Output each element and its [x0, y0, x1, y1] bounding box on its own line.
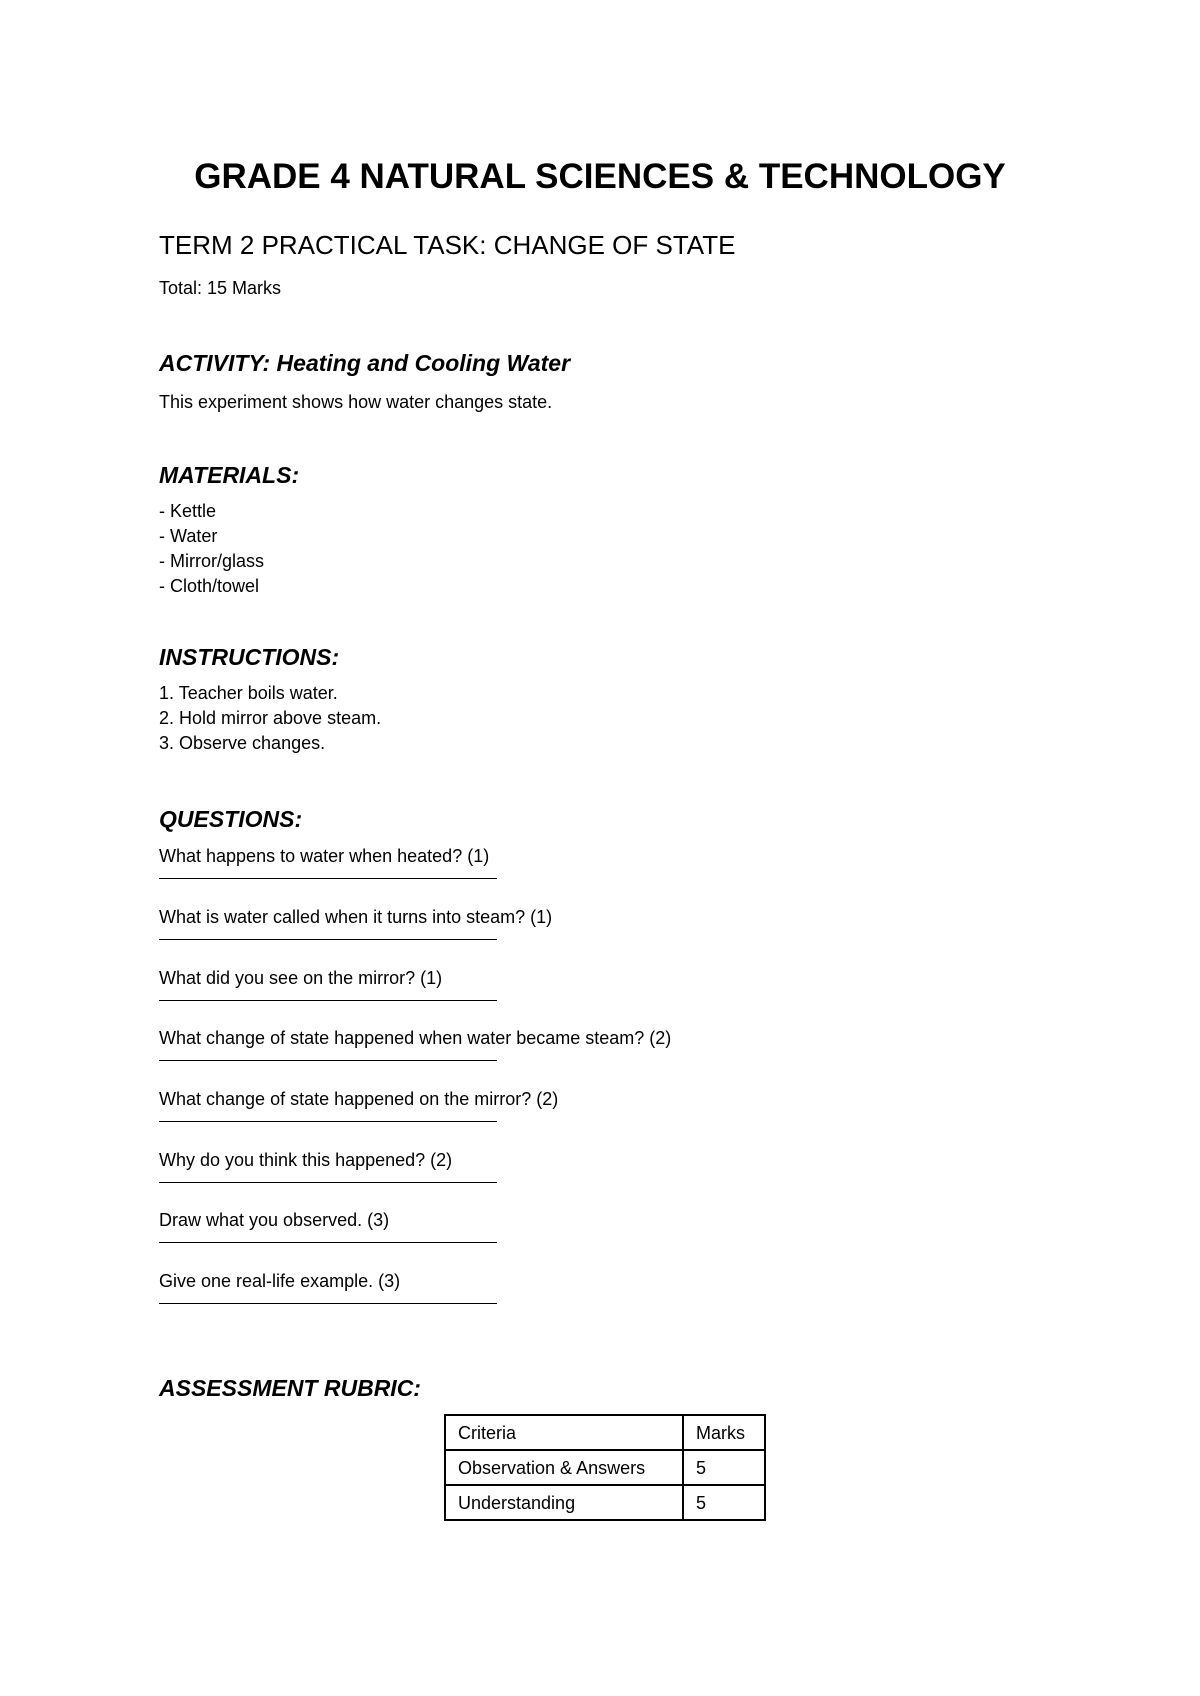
materials-item: - Water: [159, 526, 218, 546]
instruction-step: 1. Teacher boils water.: [159, 683, 338, 703]
activity-description: This experiment shows how water changes state.: [159, 392, 553, 412]
rubric-row: [445, 1450, 765, 1485]
answer-line[interactable]: [159, 1303, 497, 1304]
question-item: [159, 1027, 672, 1061]
question-text: Draw what you observed. (3): [159, 1210, 390, 1230]
question-item: [159, 1149, 499, 1183]
answer-line[interactable]: [159, 1121, 497, 1122]
questions-heading: QUESTIONS:: [159, 806, 303, 832]
answer-line[interactable]: [159, 939, 497, 940]
question-text: Give one real-life example. (3): [159, 1271, 401, 1291]
rubric-marks-cell: 5: [683, 1485, 765, 1520]
page-subtitle: TERM 2 PRACTICAL TASK: CHANGE OF STATE: [159, 230, 736, 260]
answer-line[interactable]: [159, 1060, 497, 1061]
instructions-list: [159, 681, 381, 756]
total-marks: Total: 15 Marks: [159, 278, 282, 298]
rubric-criteria-cell: Observation & Answers: [445, 1450, 683, 1485]
answer-line[interactable]: [159, 1182, 497, 1183]
question-text: What happens to water when heated? (1): [159, 846, 490, 866]
question-text: What is water called when it turns into steam? (1): [159, 907, 553, 927]
question-text: What did you see on the mirror? (1): [159, 968, 443, 988]
question-item: [159, 906, 553, 940]
rubric-header-marks: Marks: [683, 1415, 765, 1450]
question-item: [159, 1209, 499, 1243]
materials-item: - Kettle: [159, 501, 217, 521]
activity-heading: ACTIVITY: Heating and Cooling Water: [159, 350, 571, 376]
answer-line[interactable]: [159, 1000, 497, 1001]
rubric-header-row: [445, 1415, 765, 1450]
rubric-row: [445, 1485, 765, 1520]
question-item: [159, 845, 499, 879]
materials-list: [159, 499, 264, 599]
rubric-marks-cell: 5: [683, 1450, 765, 1485]
question-item: [159, 1270, 499, 1304]
question-item: [159, 967, 499, 1001]
question-text: Why do you think this happened? (2): [159, 1150, 453, 1170]
instruction-step: 2. Hold mirror above steam.: [159, 708, 382, 728]
rubric-header-criteria: Criteria: [445, 1415, 683, 1450]
answer-line[interactable]: [159, 1242, 497, 1243]
question-item: [159, 1088, 559, 1122]
question-text: What change of state happened when water became steam? (2): [159, 1028, 672, 1048]
rubric-heading: ASSESSMENT RUBRIC:: [159, 1375, 421, 1401]
materials-heading: MATERIALS:: [159, 462, 300, 488]
page-title: GRADE 4 NATURAL SCIENCES & TECHNOLOGY: [194, 157, 1006, 196]
rubric-criteria-cell: Understanding: [445, 1485, 683, 1520]
question-text: What change of state happened on the mirror? (2): [159, 1089, 559, 1109]
instructions-heading: INSTRUCTIONS:: [159, 644, 340, 670]
rubric-table: [444, 1414, 766, 1521]
materials-item: - Mirror/glass: [159, 551, 265, 571]
instruction-step: 3. Observe changes.: [159, 733, 326, 753]
materials-item: - Cloth/towel: [159, 576, 260, 596]
answer-line[interactable]: [159, 878, 497, 879]
